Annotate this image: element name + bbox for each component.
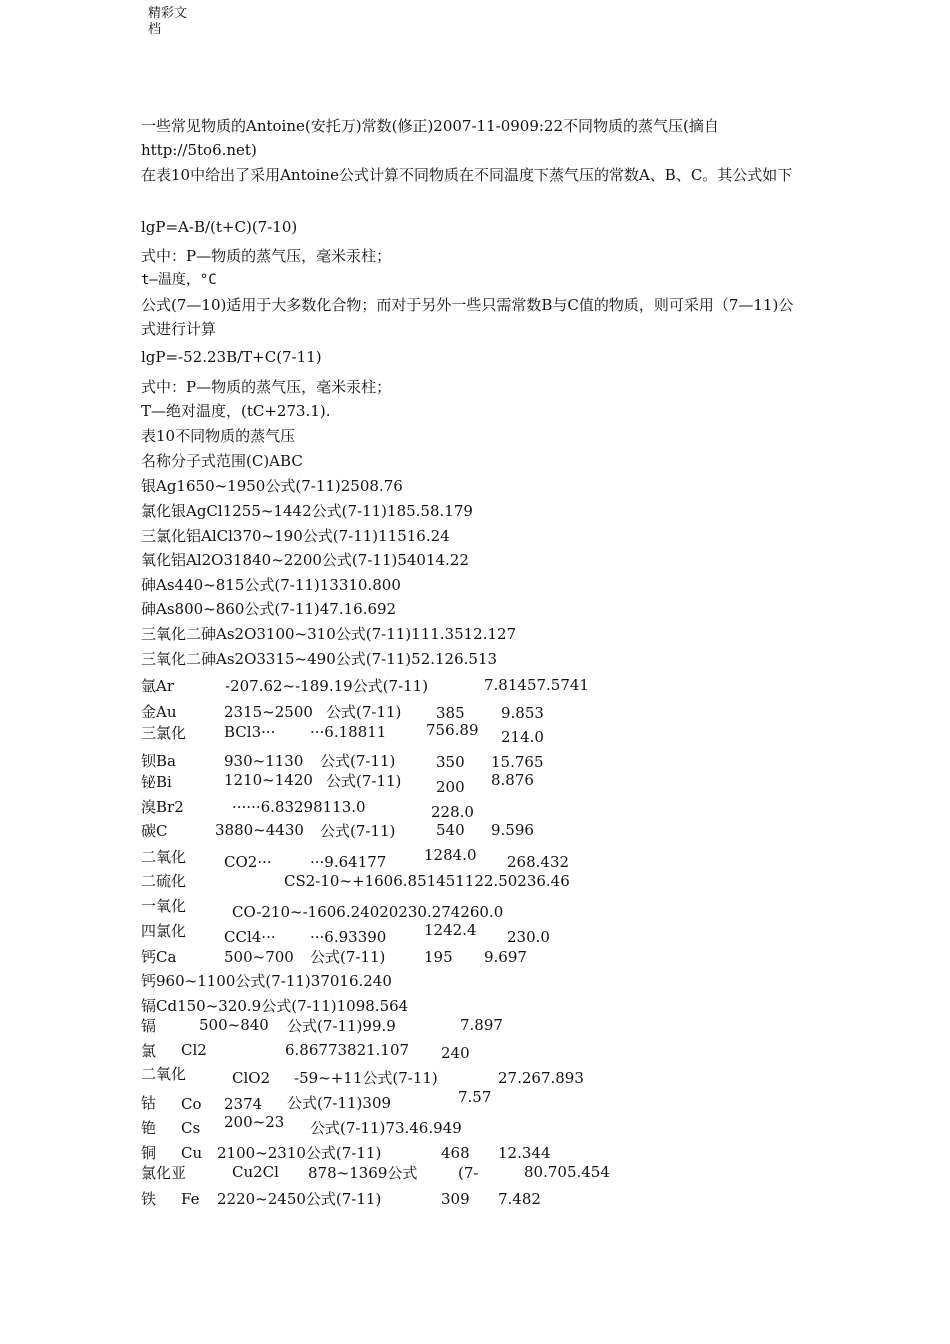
- cell-ar-name: 氩Ar: [141, 677, 175, 695]
- formula-usage-paragraph: 公式(7—10)适用于大多数化合物；而对于另外一些只需常数B与C值的物质，则可采用（7—11)公式进行计算: [141, 296, 794, 338]
- cell-au-name: 金Au: [141, 703, 177, 721]
- cell-cobalt-name: 钴: [141, 1094, 157, 1112]
- cell-co2-formula: CO2···: [224, 853, 272, 871]
- cell-fe-formula: Fe: [181, 1190, 200, 1208]
- cell-cl2-name: 氯: [141, 1042, 157, 1060]
- formula-7-11: lgP=-52.23B/T+C(7-11): [141, 348, 322, 366]
- cell-cu2cl-formula: Cu2Cl: [232, 1163, 279, 1181]
- cell-ca1-name: 钙Ca: [141, 948, 177, 966]
- table-row-as2o3-2: 三氧化二砷As2O3315~490公式(7-11)52.126.513: [141, 650, 498, 668]
- table-row-ca-2: 钙960~1100公式(7-11)37016.240: [141, 972, 392, 990]
- formula-7-10: lgP=A-B/(t+C)(7-10): [141, 218, 298, 236]
- table-header: 名称分子式范围(C)ABC: [141, 452, 303, 470]
- cell-cd2-range: 500~840: [199, 1016, 269, 1034]
- cell-co2-c: 268.432: [507, 853, 570, 871]
- cell-ca1-formula: 公式(7-11): [310, 948, 386, 966]
- cell-cs2-name: 二硫化: [141, 872, 187, 890]
- table-row-cd-1: 镉Cd150~320.9公式(7-11)1098.564: [141, 997, 409, 1015]
- table-row-as-2: 砷As800~860公式(7-11)47.16.692: [141, 600, 397, 618]
- formula-note-T: T—绝对温度，(tC+273.1).: [141, 402, 331, 420]
- page-header-mark: 精彩文档: [148, 6, 188, 37]
- cell-bi-name: 铋Bi: [141, 773, 172, 791]
- cell-br2-c: 228.0: [431, 803, 474, 821]
- intro-paragraph: 在表10中给出了采用Antoine公式计算不同物质在不同温度下蒸气压的常数A、B、C。其公式如下: [141, 166, 793, 184]
- cell-c-a: 540: [436, 821, 465, 839]
- cell-ba-name: 钡Ba: [141, 752, 176, 770]
- cell-au-range: 2315~2500: [224, 703, 313, 721]
- cell-ca1-range: 500~700: [224, 948, 294, 966]
- cell-ba-formula: 公式(7-11): [320, 752, 396, 770]
- formula-note-p: 式中：P—物质的蒸气压，毫米汞柱；: [141, 247, 392, 265]
- cell-bi-range: 1210~1420: [224, 771, 313, 789]
- cell-cs-range: 200~23: [224, 1113, 285, 1131]
- cell-co-values: CO-210~-1606.24020230.274260.0: [232, 903, 504, 921]
- cell-bi-b: 8.876: [491, 771, 534, 789]
- cell-ccl4-name: 四氯化: [141, 922, 187, 940]
- cell-co-name: 一氧化: [141, 897, 187, 915]
- cell-ccl4-b: 1242.4: [424, 921, 477, 939]
- cell-cs2-values: CS2-10~+1606.851451122.50236.46: [284, 872, 570, 890]
- table-row-alcl3: 三氯化铝AlCl370~190公式(7-11)11516.24: [141, 527, 450, 545]
- cell-cd2-name: 镉: [141, 1017, 157, 1035]
- cell-clo2-name: 二氧化: [141, 1065, 187, 1083]
- cell-bcl3-b: 756.89: [426, 721, 479, 739]
- cell-au-formula: 公式(7-11): [326, 703, 402, 721]
- cell-bcl3-c: 214.0: [501, 728, 544, 746]
- cell-cobalt-formula-ref: 公式(7-11)309: [287, 1094, 392, 1112]
- cell-cu2cl-formula-ref: (7-: [458, 1164, 479, 1182]
- cell-ccl4-c: 230.0: [507, 928, 550, 946]
- cell-cu2cl-name: 氯化亚: [141, 1164, 187, 1182]
- cell-co2-name: 二氧化: [141, 848, 187, 866]
- cell-fe-b: 7.482: [498, 1190, 541, 1208]
- cell-co2-a: ···9.64177: [310, 853, 387, 871]
- cell-cu-b: 12.344: [498, 1144, 551, 1162]
- table-row-as-1: 砷As440~815公式(7-11)13310.800: [141, 576, 401, 594]
- cell-fe-a: 309: [441, 1190, 470, 1208]
- table-row-ag: 银Ag1650~1950公式(7-11)2508.76: [141, 477, 403, 495]
- cell-cl2-c: 240: [441, 1044, 470, 1062]
- cell-cu-formula: Cu: [181, 1144, 203, 1162]
- cell-cu-range: 2100~2310公式(7-11): [217, 1144, 382, 1162]
- cell-bi-a: 200: [436, 778, 465, 796]
- cell-cs-formula: Cs: [181, 1119, 201, 1137]
- cell-cs-formula-ref: 公式(7-11)73.46.949: [310, 1119, 462, 1137]
- cell-cd2-formula: 公式(7-11)99.9: [287, 1017, 396, 1035]
- cell-ccl4-a: ···6.93390: [310, 928, 387, 946]
- cell-ar-values: 7.81457.5741: [484, 676, 589, 694]
- cell-bcl3-name: 三氯化: [141, 724, 187, 742]
- formula-note-p-2: 式中：P—物质的蒸气压，毫米汞柱；: [141, 378, 392, 396]
- cell-ca1-b: 9.697: [484, 948, 527, 966]
- cell-au-b: 9.853: [501, 704, 544, 722]
- cell-cobalt-formula: Co: [181, 1095, 202, 1113]
- cell-cobalt-b: 7.57: [458, 1088, 492, 1106]
- table-row-agcl: 氯化银AgCl1255~1442公式(7-11)185.58.179: [141, 502, 473, 520]
- cell-cu2cl-values: 80.705.454: [524, 1163, 610, 1181]
- cell-bi-formula: 公式(7-11): [326, 772, 402, 790]
- cell-bcl3-a: ···6.18811: [310, 723, 387, 741]
- formula-note-t: t—温度，°C: [141, 272, 217, 288]
- cell-cu2cl-range: 878~1369公式: [308, 1164, 418, 1182]
- cell-fe-name: 铁: [141, 1190, 157, 1208]
- table-caption: 表10不同物质的蒸气压: [141, 427, 296, 445]
- cell-ba-range: 930~1130: [224, 752, 304, 770]
- cell-br2-name: 溴Br2: [141, 798, 184, 816]
- cell-bcl3-formula: BCl3···: [224, 723, 276, 741]
- table-row-al2o3: 氧化铝Al2O31840~2200公式(7-11)54014.22: [141, 551, 469, 569]
- table-row-as2o3-1: 三氧化二砷As2O3100~310公式(7-11)111.3512.127: [141, 625, 517, 643]
- cell-clo2-values: 27.267.893: [498, 1069, 584, 1087]
- cell-clo2-formula: ClO2: [232, 1069, 271, 1087]
- cell-clo2-range: -59~+11公式(7-11): [294, 1069, 438, 1087]
- cell-ba-b: 15.765: [491, 753, 544, 771]
- cell-ba-a: 350: [436, 753, 465, 771]
- cell-co2-b: 1284.0: [424, 846, 477, 864]
- cell-br2-values: ······6.83298113.0: [232, 798, 366, 816]
- cell-ccl4-formula: CCl4···: [224, 928, 276, 946]
- cell-c-name: 碳C: [141, 822, 168, 840]
- cell-ar-range: -207.62~-189.19公式(7-11): [225, 677, 429, 695]
- cell-c-range: 3880~4430: [215, 821, 304, 839]
- cell-cl2-formula: Cl2: [181, 1041, 207, 1059]
- cell-au-a: 385: [436, 704, 465, 722]
- cell-cl2-a: 6.86773821.107: [285, 1041, 410, 1059]
- cell-c-formula: 公式(7-11): [320, 822, 396, 840]
- cell-cd2-b: 7.897: [460, 1016, 503, 1034]
- cell-cobalt-range: 2374: [224, 1095, 263, 1113]
- cell-ca1-a: 195: [424, 948, 453, 966]
- cell-cu-name: 铜: [141, 1144, 157, 1162]
- cell-cs-name: 铯: [141, 1119, 157, 1137]
- cell-c-b: 9.596: [491, 821, 534, 839]
- cell-cu-a: 468: [441, 1144, 470, 1162]
- cell-fe-range: 2220~2450公式(7-11): [217, 1190, 382, 1208]
- article-title: 一些常见物质的Antoine(安托万)常数(修正)2007-11-0909:22不同物质的蒸气压(摘自http://5to6.net): [141, 117, 719, 159]
